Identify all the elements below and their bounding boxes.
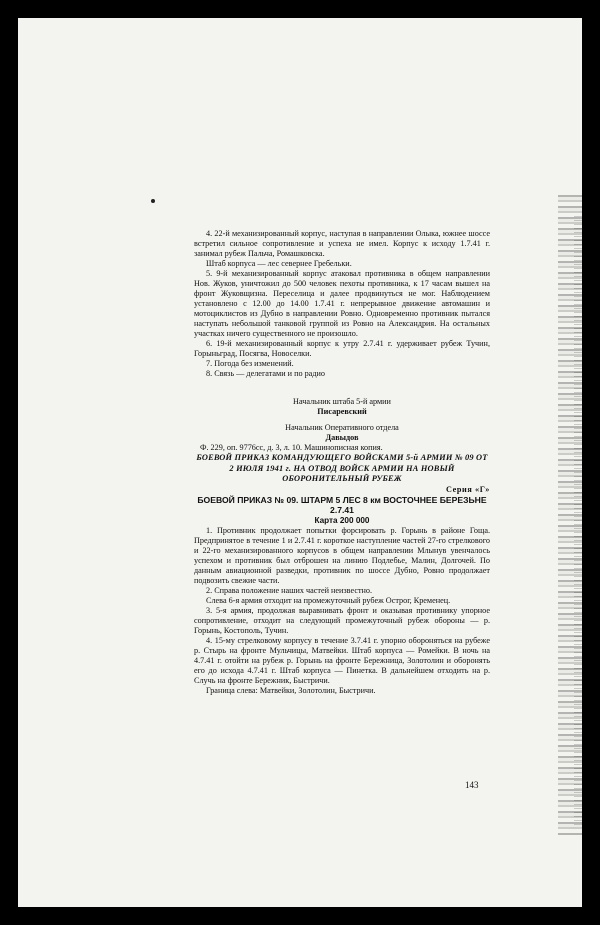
series-label: Серия «Г» — [446, 484, 490, 494]
paragraph-weather: 7. Погода без изменений. — [206, 359, 294, 368]
order-paragraph-right: 2. Справа положение наших частей неизвестно. — [206, 585, 373, 595]
order-paragraph-corps-15: 4. 15-му стрелковому корпусу в течение 3.7.41 г. упорно обороняться на рубеже р. Стырь на фронте Мульчицы, Матвейки. Штаб корпуса — Ромейки. В ночь на 4.7.41 г. отойти на рубеж р. Горынь на фронте Бережница, Золотолин и оборонять его до исхода 4.7.41 г. Штаб корпуса — Пинетка. В дальнейшем отходить на р. Случь на фронте Бережник, Быстричи. — [194, 635, 490, 685]
paragraph-corps-22-hq: Штаб корпуса — лес севернее Гребельки. — [206, 259, 352, 268]
chief-of-staff-title: Начальник штаба 5-й армии — [293, 397, 391, 406]
chief-of-staff-name: Писаревский — [317, 407, 367, 416]
paragraph-corps-9: 5. 9-й механизированный корпус атаковал противника в общем направлении Нов. Жуков, уничтожил до 500 человек пехоты противника, к 17 часам вышел на фронт Жуковщизна. Переселица и далее продвинуться не мог. Наблюдением установлено с 12.00 до 14.00 1.7.41 г. непрерывное движение автомашин и мотоциклистов из Дубно в направлении Ровно. Одновременно противник пытался наступать небольшой танковой группой из Ровно на Александрия. На остальных участках ничего существенного не произошло. — [194, 269, 490, 338]
paragraph-corps-19: 6. 19-й механизированный корпус к утру 2.7.41 г. удерживает рубеж Тучин, Горыньград, Посягва, Новоселки. — [194, 339, 490, 358]
scan-speck — [151, 199, 155, 203]
order-paragraph-army: 3. 5-я армия, продолжая выравнивать фронт и оказывая противнику упорное сопротивление, отходит на следующий промежуточный рубеж обороны — р. Горынь, Костополь, Тучин. — [194, 605, 490, 635]
document-body — [194, 229, 490, 696]
ops-chief-name: Давыдов — [325, 433, 359, 442]
order-paragraph-left: Слева 6-я армия отходит на промежуточный рубеж Острог, Кременец. — [206, 595, 451, 605]
ops-chief-title: Начальник Оперативного отдела — [285, 423, 399, 432]
order-paragraph-enemy: 1. Противник продолжает попытки форсировать р. Горынь в районе Гоща. Предпринятое в течение 1 и 2.7.41 г. короткое наступление частей 27-го стрелкового и 22-го механизированного корпусов в общем направлении Млынув увенчалось успехом и противник был отброшен на линию Подлебье, Малин, Долгочей. По данным авиационной разведки, противник по шоссе Дубно, Ровно продолжает подвозить свежие части. — [194, 525, 490, 585]
page-number: 143 — [465, 780, 479, 790]
map-label: Карта 200 000 — [314, 515, 370, 525]
document-heading: БОЕВОЙ ПРИКАЗ КОМАНДУЮЩЕГО ВОЙСКАМИ 5-й АРМИИ № 09 ОТ 2 ИЮЛЯ 1941 г. НА ОТВОД ВОЙСК АРМИИ НА НОВЫЙ ОБОРОНИТЕЛЬНЫЙ РУБЕЖ — [196, 453, 488, 483]
scan-edge-texture — [574, 215, 592, 825]
signature-block — [194, 397, 490, 443]
order-paragraph-boundary: Граница слева: Матвейки, Золотолин, Быстричи. — [206, 685, 376, 695]
paragraph-communications: 8. Связь — делегатами и по радио — [206, 369, 325, 378]
order-title: БОЕВОЙ ПРИКАЗ № 09. ШТАРМ 5 ЛЕС 8 км ВОСТОЧНЕЕ БЕРЕЗЬНЕ 2.7.41 — [197, 494, 487, 515]
archive-source-note: Ф. 229, оп. 9776сс, д. 3, л. 10. Машинописная копия. — [200, 443, 383, 452]
paragraph-corps-22: 4. 22-й механизированный корпус, наступая в направлении Олыка, южнее шоссе встретил сильное сопротивление и успеха не имел. Корпус к исходу 1.7.41 г. занимал рубеж Пальча, Ромашковска. — [194, 229, 490, 258]
